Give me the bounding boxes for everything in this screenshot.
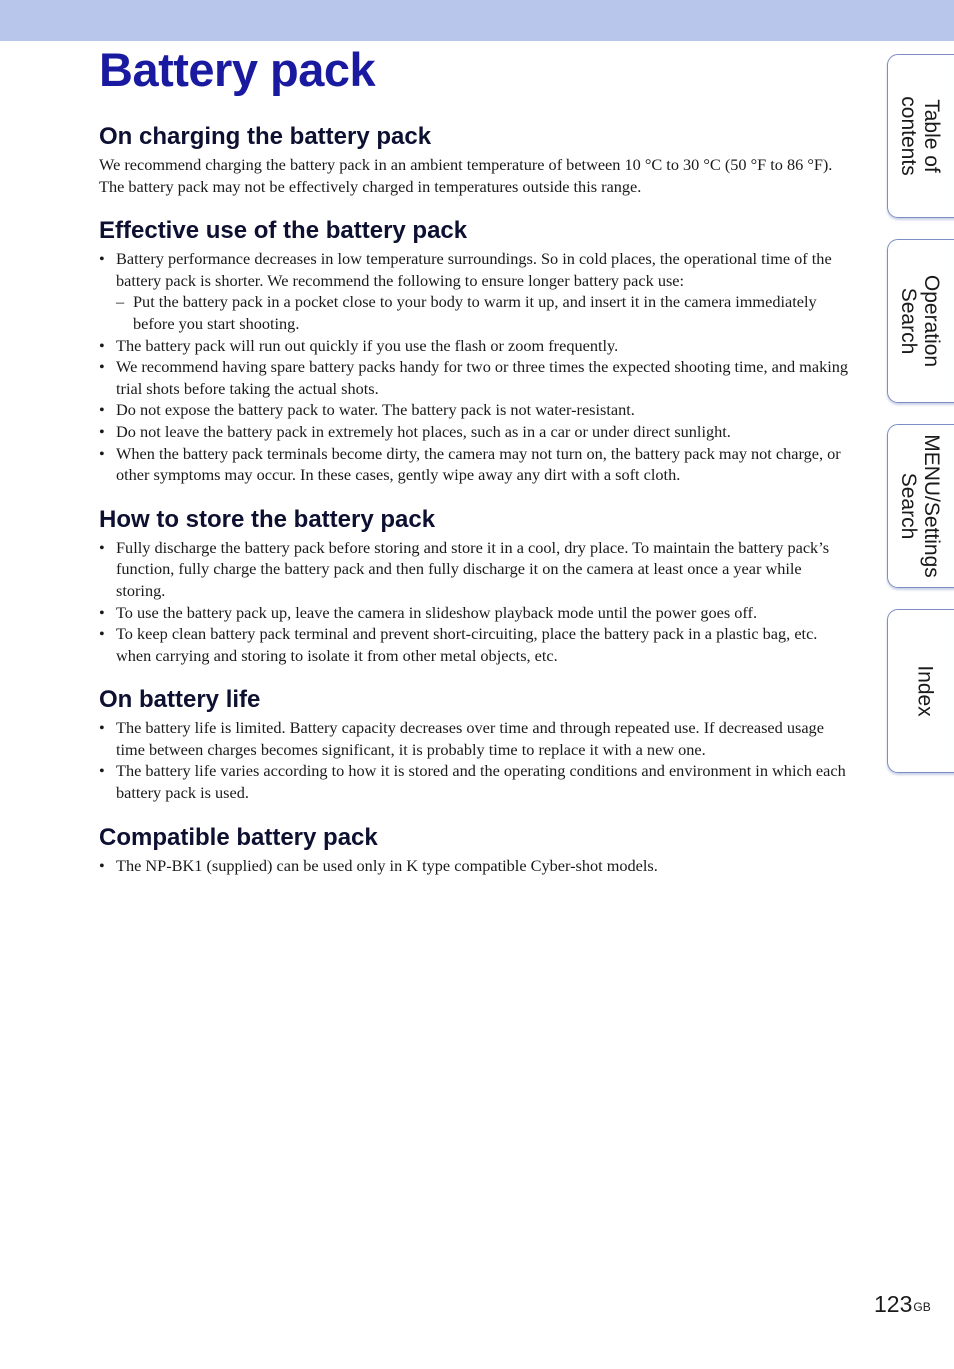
tab-index[interactable] <box>887 609 954 773</box>
section-charging <box>99 120 854 197</box>
tab-label-line: Index <box>913 665 937 717</box>
list-item: • When the battery pack terminals become dirty, the camera may not turn on, the battery pack may not charge, or other symptoms may occur. In these cases, gently wipe away any dirt with a soft cloth. <box>99 443 854 486</box>
section-heading: On battery life <box>99 686 261 714</box>
bullet-list <box>99 537 854 667</box>
tab-operation-search[interactable] <box>887 239 954 403</box>
main-content <box>99 120 854 893</box>
tab-menu-settings-search[interactable] <box>887 424 954 588</box>
tab-label <box>914 665 937 716</box>
bullet-list <box>99 855 854 877</box>
list-item: • Do not leave the battery pack in extremely hot places, such as in a car or under direct sunlight. <box>99 421 854 443</box>
section-effective-use <box>99 214 854 486</box>
section-heading: Compatible battery pack <box>99 823 378 851</box>
paragraph: We recommend charging the battery pack in an ambient temperature of between 10 °C to 30 °C (50 °F to 86 °F). The battery pack may not be effectively charged in temperatures outside this range. <box>99 155 833 196</box>
list-item: • The NP-BK1 (supplied) can be used only in K type compatible Cyber-shot models. <box>99 855 854 877</box>
sub-list <box>116 291 854 334</box>
section-compatible <box>99 821 854 877</box>
section-heading: On charging the battery pack <box>99 123 432 150</box>
list-item: • The battery life is limited. Battery capacity decreases over time and through repeated use. If decreased usage time between charges becomes significant, it is probably time to replace it with a new one. <box>99 717 854 760</box>
list-item: • Do not expose the battery pack to water. The battery pack is not water-resistant. <box>99 399 854 421</box>
tab-label-line: Search <box>897 287 920 355</box>
list-item: • Fully discharge the battery pack before storing and store it in a cool, dry place. To maintain the battery pack’s function, fully charge the battery pack and then fully discharge it on the camera at least once a year while storing. <box>99 537 854 602</box>
list-item: • The battery pack will run out quickly if you use the flash or zoom frequently. <box>99 335 854 357</box>
list-item <box>99 248 854 334</box>
list-item: • To use the battery pack up, leave the camera in slideshow playback mode until the power goes off. <box>99 602 854 624</box>
page-number <box>874 1289 931 1319</box>
tab-label-line: MENU/Settings <box>920 434 943 578</box>
bullet-list <box>99 248 854 486</box>
top-band <box>0 0 954 41</box>
section-heading: Effective use of the battery pack <box>99 217 468 245</box>
tab-label <box>897 434 943 578</box>
bullet-list <box>99 717 854 803</box>
tab-label <box>897 96 943 175</box>
tab-label-line: Table of <box>920 99 943 173</box>
sub-list-item: – Put the battery pack in a pocket close to your body to warm it up, and insert it in the camera immediately before you start shooting. <box>116 291 854 334</box>
page-number-value: 123 <box>874 1291 913 1317</box>
list-item: • We recommend having spare battery packs handy for two or three times the expected shooting time, and making trial shots before taking the actual shots. <box>99 356 854 399</box>
tab-label-line: contents <box>897 96 920 176</box>
tab-table-of-contents[interactable] <box>887 54 954 218</box>
list-item-text: Battery performance decreases in low temperature surroundings. So in cold places, the operational time of the battery pack is shorter. We recommend the following to ensure longer battery pack use: <box>116 249 832 290</box>
tab-label <box>897 275 943 367</box>
page-title: Battery pack <box>99 43 376 96</box>
section-heading: How to store the battery pack <box>99 505 436 533</box>
section-battery-life <box>99 683 854 803</box>
list-item: • To keep clean battery pack terminal and prevent short-circuiting, place the battery pack in a plastic bag, etc. when carrying and storing to isolate it from other metal objects, etc. <box>99 623 854 666</box>
section-store <box>99 503 854 667</box>
tab-label-line: Search <box>897 472 920 540</box>
tab-label-line: Operation <box>920 274 943 368</box>
page-number-suffix: GB <box>913 1300 931 1314</box>
list-item: • The battery life varies according to how it is stored and the operating conditions and environment in which each battery pack is used. <box>99 760 854 803</box>
